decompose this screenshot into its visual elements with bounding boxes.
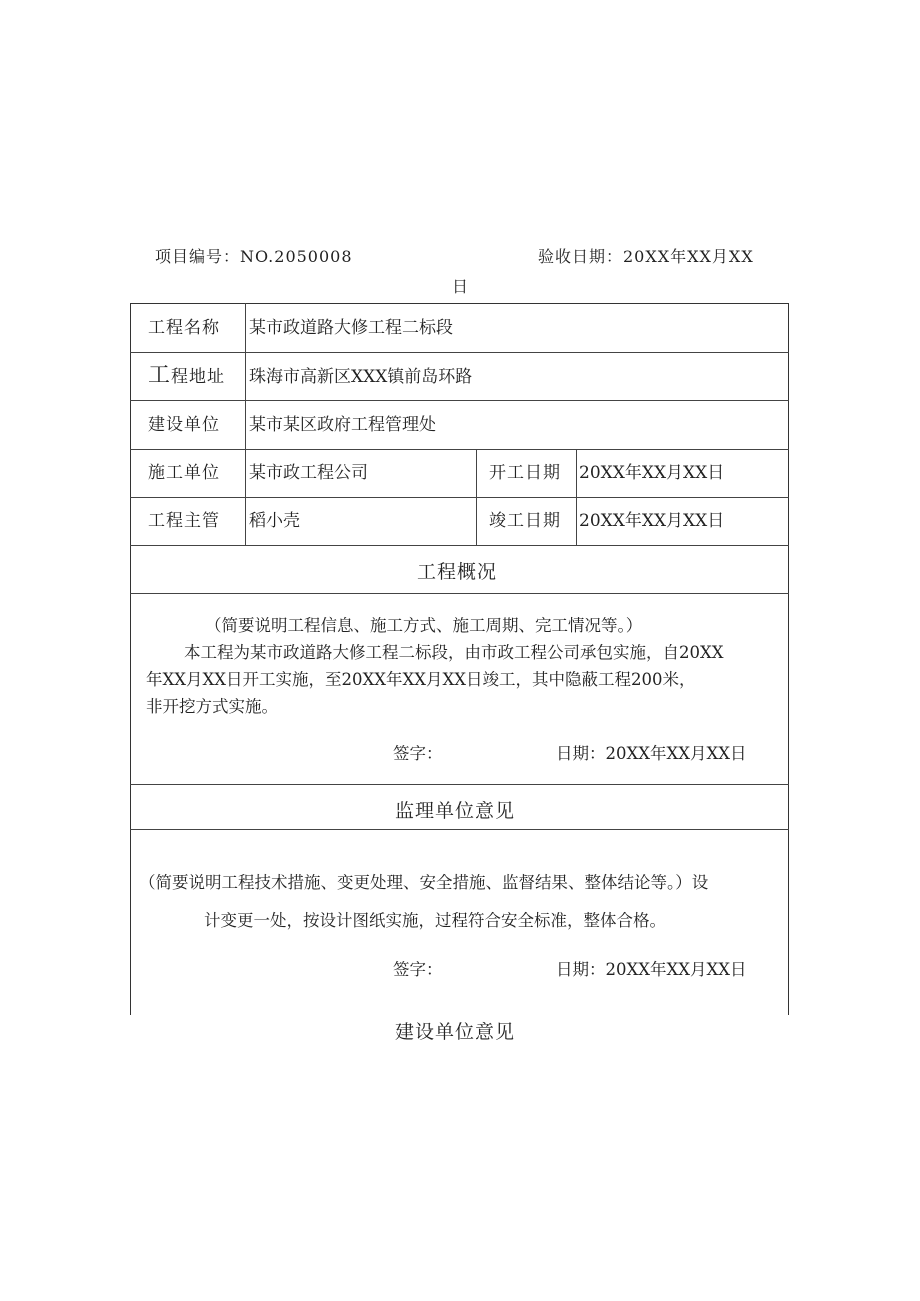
end-date-value: 20XX年XX月XX日 <box>579 511 725 531</box>
overview-text-line-2: 年XX月XX日开工实施，至20XX年XX月XX日竣工，其中隐蔽工程200米， <box>146 670 696 689</box>
overview-text-line-3: 非开挖方式实施。 <box>146 697 278 716</box>
address-label-rest: 程地址 <box>171 367 226 387</box>
start-date-value: 20XX年XX月XX日 <box>579 463 725 483</box>
supervision-sign-date: 日期：20XX年XX月XX日 <box>556 960 747 979</box>
overview-title: 工程概况 <box>417 561 498 583</box>
builder-opinion-title: 建设单位意见 <box>395 1021 516 1043</box>
start-date-label: 开工日期 <box>489 463 561 483</box>
column-divider <box>576 449 577 545</box>
overview-text-line-1: 本工程为某市政道路大修工程二标段，由市政工程公司承包实施，自20XX <box>184 643 724 662</box>
row-divider <box>130 352 789 353</box>
supervision-text-line-1: （简要说明工程技术措施、变更处理、安全措施、监督结果、整体结论等。）设 <box>139 873 709 892</box>
address-label-first-char: 工 <box>148 363 172 388</box>
overview-sign-label: 签字： <box>393 744 443 763</box>
address-label <box>148 364 225 389</box>
constructor-label: 施工单位 <box>148 463 220 483</box>
column-divider <box>476 449 477 545</box>
row-divider <box>130 829 789 830</box>
builder-label: 建设单位 <box>148 415 220 435</box>
acceptance-date: 验收日期：20XX年XX月XX <box>538 247 754 266</box>
constructor-value: 某市政工程公司 <box>249 463 368 483</box>
column-divider <box>245 303 246 545</box>
row-divider <box>130 497 789 498</box>
row-divider <box>130 593 789 594</box>
row-divider <box>130 400 789 401</box>
end-date-label: 竣工日期 <box>489 511 561 531</box>
supervisor-label: 工程主管 <box>148 511 220 531</box>
row-divider <box>130 449 789 450</box>
project-name-value: 某市政道路大修工程二标段 <box>249 318 453 338</box>
overview-sign-date: 日期：20XX年XX月XX日 <box>556 744 747 763</box>
row-divider <box>130 545 789 546</box>
project-name-label: 工程名称 <box>148 318 220 338</box>
project-number: 项目编号：NO.2050008 <box>155 247 353 266</box>
builder-value: 某市某区政府工程管理处 <box>249 415 436 435</box>
row-divider <box>130 784 789 785</box>
supervision-text-line-2: 计变更一处，按设计图纸实施，过程符合安全标准，整体合格。 <box>204 911 666 930</box>
supervisor-value: 稻小壳 <box>249 511 300 531</box>
supervision-sign-label: 签字： <box>393 960 443 979</box>
supervision-title: 监理单位意见 <box>395 800 516 822</box>
acceptance-date-wrap: 日 <box>452 277 469 296</box>
address-value: 珠海市高新区XXX镇前岛环路 <box>249 367 473 387</box>
overview-hint: （简要说明工程信息、施工方式、施工周期、完工情况等。） <box>205 616 643 635</box>
